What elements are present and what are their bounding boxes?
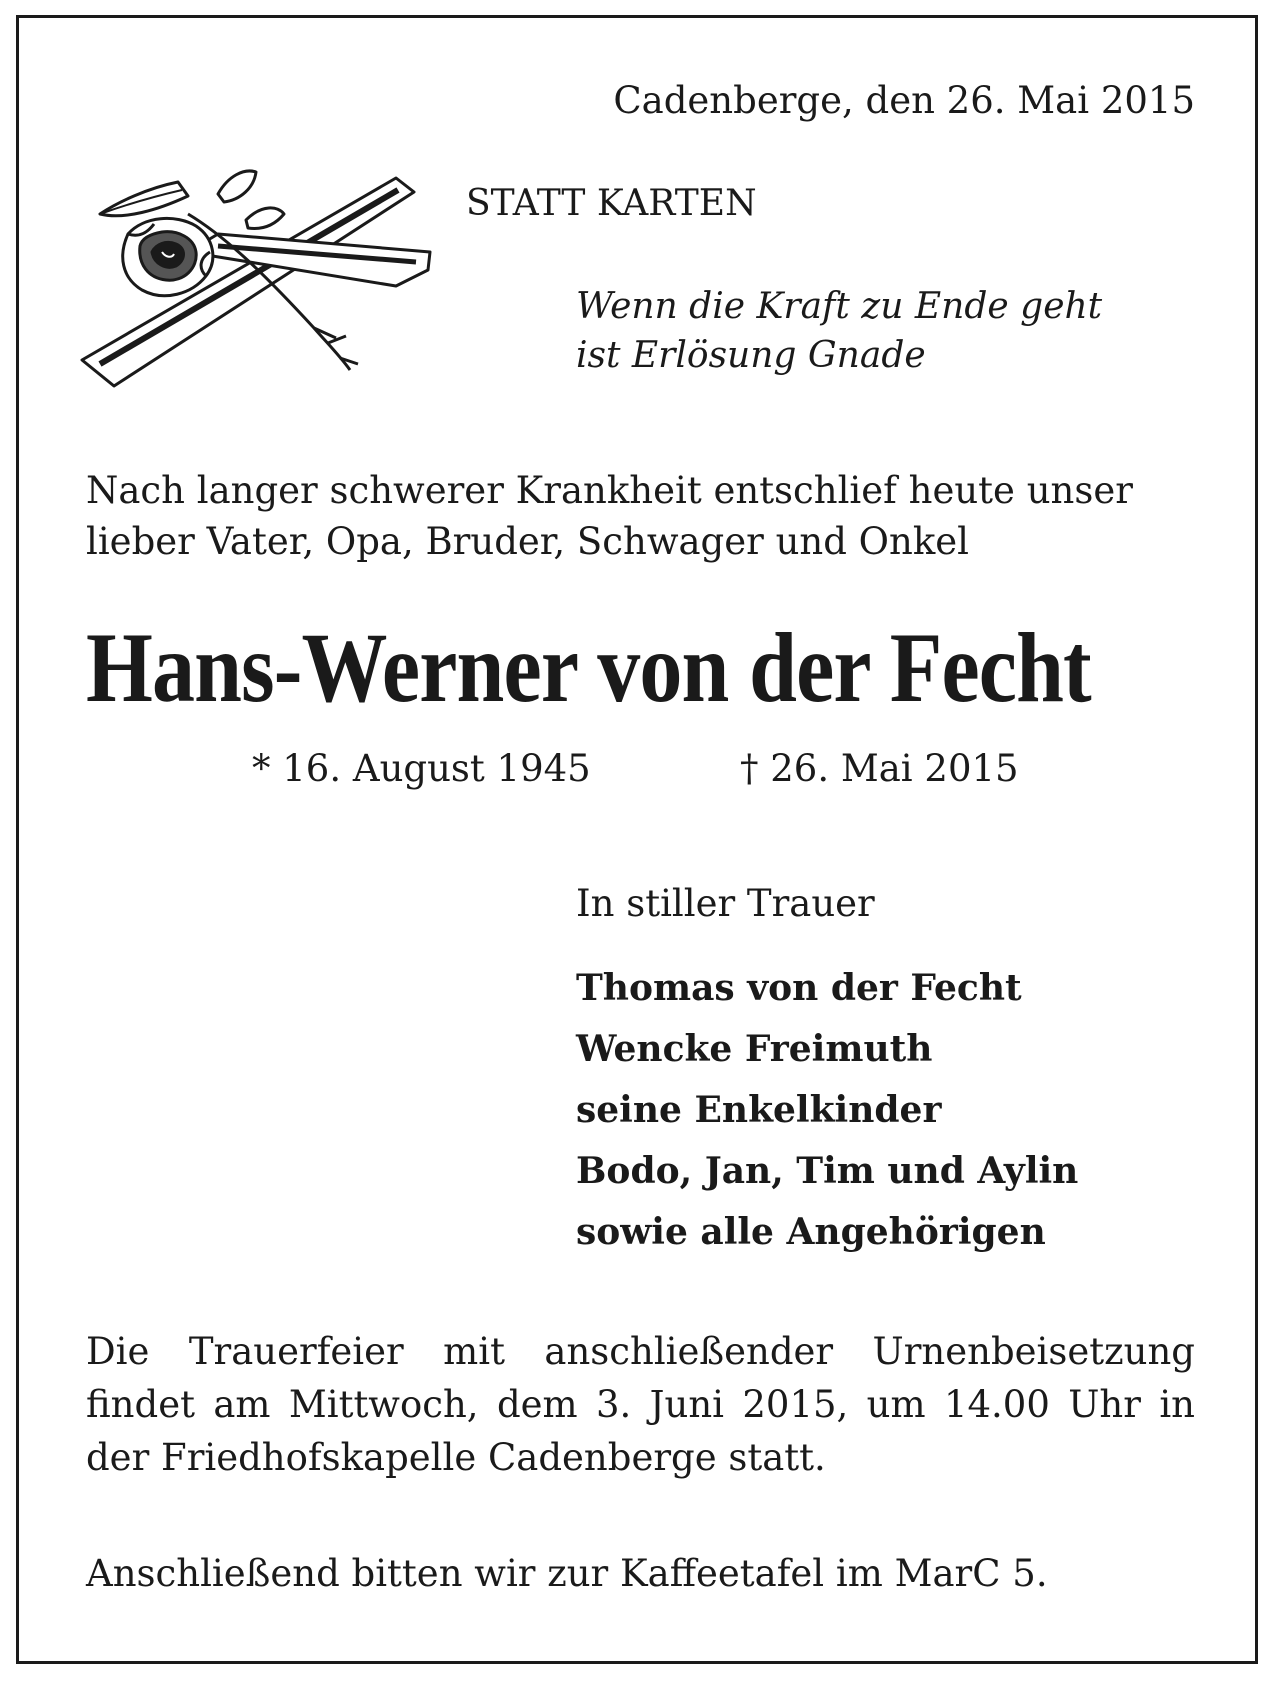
cross-with-rose-icon: [78, 168, 438, 408]
quote-line-1: Wenn die Kraft zu Ende geht: [576, 286, 1103, 327]
quote-line-2: ist Erlösung Gnade: [576, 335, 926, 376]
memorial-quote: [576, 282, 1102, 380]
mourner-name: Thomas von der Fecht: [576, 967, 1022, 1009]
mourner-name: Wencke Freimuth: [576, 1028, 933, 1070]
mourner-name: seine Enkelkinder: [576, 1089, 942, 1131]
deceased-name: Hans-Werner von der Fecht: [86, 612, 1091, 723]
mourner-name: sowie alle Angehörigen: [576, 1211, 1046, 1253]
intro-line-1: Nach langer schwerer Krankheit entschlief heute unser: [86, 469, 1133, 512]
mourners-list: [576, 958, 1078, 1263]
closing-line: Anschließend bitten wir zur Kaffeetafel im MarC 5.: [86, 1552, 1048, 1595]
mourning-intro: In stiller Trauer: [576, 882, 875, 925]
statt-karten-label: STATT KARTEN: [466, 183, 757, 224]
place-date: Cadenberge, den 26. Mai 2015: [613, 79, 1195, 122]
intro-line-2: lieber Vater, Opa, Bruder, Schwager und Onkel: [86, 520, 969, 563]
intro-paragraph: [86, 465, 1195, 567]
death-date: † 26. Mai 2015: [740, 747, 1019, 790]
mourner-name: Bodo, Jan, Tim und Aylin: [576, 1150, 1079, 1192]
birth-date: * 16. August 1945: [252, 747, 591, 790]
funeral-service-paragraph: Die Trauerfeier mit anschließender Urnenbeisetzung findet am Mittwoch, dem 3. Juni 2015, um 14.00 Uhr in der Friedhofskapelle Cadenberge statt.: [86, 1330, 1195, 1479]
